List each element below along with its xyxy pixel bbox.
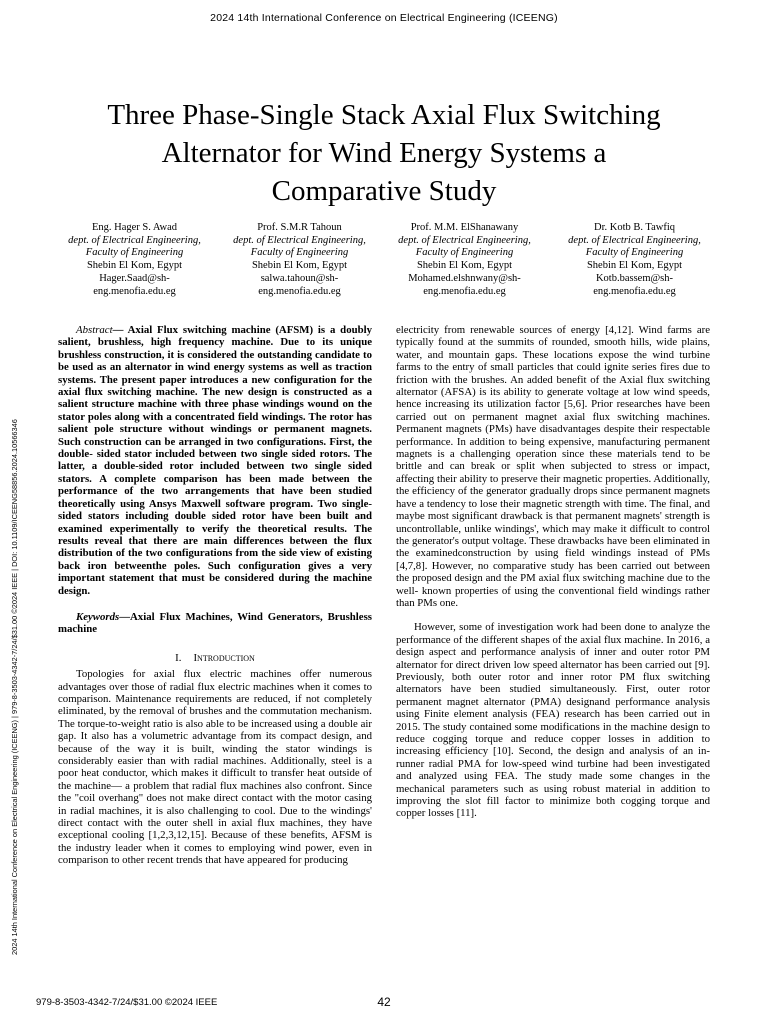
- side-doi-text: 2024 14th International Conference on Electrical Engineering (ICEENG) | 979-8-3503-4342-7/24/$31.00 ©2024 IEEE | DOI: 10.1109/ICEENG58856.2024.10566346: [10, 419, 19, 955]
- title-line-2: Alternator for Wind Energy Systems a: [161, 137, 607, 169]
- author-faculty: Faculty of Engineering: [250, 247, 349, 259]
- author-email-line-2: eng.menofia.edu.eg: [93, 285, 176, 297]
- left-column: [58, 324, 372, 867]
- author-3: [382, 222, 547, 298]
- author-email: [217, 273, 382, 298]
- author-email-line-1: Kotb.bassem@sh-: [595, 272, 674, 284]
- author-email: [52, 273, 217, 298]
- author-email-line-1: Hager.Saad@sh-: [99, 272, 170, 284]
- conference-header: 2024 14th International Conference on Electrical Engineering (ICEENG): [210, 12, 558, 24]
- author-name: Eng. Hager S. Awad: [91, 222, 178, 233]
- author-dept: dept. of Electrical Engineering,: [233, 234, 366, 246]
- author-email: [552, 273, 717, 298]
- author-1: [52, 222, 217, 298]
- author-dept: dept. of Electrical Engineering,: [68, 234, 201, 246]
- author-name: Prof. S.M.R Tahoun: [257, 222, 342, 233]
- author-email: [382, 273, 547, 298]
- author-4: [552, 222, 717, 298]
- intro-paragraph-2: electricity from renewable sources of energy [4,12]. Wind farms are typically found at the summits of rounded, smooth hills, wide plains, water, and mountain gaps. These locations expose the wind turbine farms to the entry of small particles that could ignite series fires due to friction with the brushes. An added benefit of the Axial flux switching alternator (AFSA) is its ability to generate voltage at low wind speeds, hence increasing its utilization factor [5,6]. Prior researches have been carried out on permanent magnet axial flux switching machines. Permanent magnets (PMs) have disadvantages despite their respectable performance. In addition to being expensive, manufacturing permanent magnets is a challenging operation since these materials tend to be brittle and can break or split when subjected to stress or impact, affecting their ability to preserve their magnetic properties. Additionally, the efficiency of the generator gradually drops since permanent magnets have a tendency to lose their magnetic strength with time. The final, and maybe most significant drawback is that permanent magnets' strength is uncontrollable, unlike windings', which may make it difficult to control the generator's output voltage. These drawbacks have been eliminated in the examinedconstruction by using field windings instead of PMs [4,7,8]. However, no comparative study has been carried out between the proposed design and the PM axial flux switching machine due to the well- known properties of using the conventional field windings rather than PMs one.: [396, 324, 710, 609]
- footer-copyright: 979-8-3503-4342-7/24/$31.00 ©2024 IEEE: [36, 997, 218, 1008]
- section-title: Introduction: [193, 651, 255, 664]
- title-line-1: Three Phase-Single Stack Axial Flux Switching: [107, 99, 661, 131]
- author-location: Shebin El Kom, Egypt: [416, 260, 513, 272]
- author-name: Prof. M.M. ElShanawany: [410, 222, 519, 233]
- author-email-line-2: eng.menofia.edu.eg: [593, 285, 676, 297]
- abstract: [58, 324, 372, 597]
- author-location: Shebin El Kom, Egypt: [586, 260, 683, 272]
- author-email-line-1: Mohamed.elshnwany@sh-: [408, 272, 521, 284]
- author-dept: dept. of Electrical Engineering,: [568, 234, 701, 246]
- page-number: 42: [377, 995, 391, 1009]
- abstract-label: Abstract: [76, 324, 113, 336]
- right-column: [396, 324, 710, 820]
- author-name: Dr. Kotb B. Tawfiq: [593, 222, 676, 233]
- author-faculty: Faculty of Engineering: [585, 247, 684, 259]
- keywords: [58, 611, 372, 636]
- keywords-text: —Axial Flux Machines, Wind Generators, Brushless machine: [58, 610, 372, 636]
- section-heading: [58, 652, 372, 664]
- author-faculty: Faculty of Engineering: [415, 247, 514, 259]
- author-email-line-2: eng.menofia.edu.eg: [258, 285, 341, 297]
- keywords-label: Keywords: [76, 610, 120, 623]
- section-number: I.: [175, 651, 182, 664]
- author-2: [217, 222, 382, 298]
- author-email-line-1: salwa.tahoun@sh-: [260, 272, 339, 284]
- paper-title: [70, 96, 698, 210]
- author-faculty: Faculty of Engineering: [85, 247, 184, 259]
- author-location: Shebin El Kom, Egypt: [251, 260, 348, 272]
- author-block: [52, 222, 722, 302]
- title-line-3: Comparative Study: [271, 175, 497, 207]
- author-email-line-2: eng.menofia.edu.eg: [423, 285, 506, 297]
- intro-paragraph-1: Topologies for axial flux electric machines offer numerous advantages over those of radial flux electric machines when it comes to comparison. Maintenance requirements are reduced, if not completely eliminated, by the removal of brushes and the commutation mechanism. The torque-to-weight ratio is also able to be increased using a double air gap. It also has a volumetric advantage from its compact design, and because of the way it is built, winding the stator windings is considerably easier than with radial machines. Additionally, steel is a poor heat conductor, which makes it difficult to transfer heat outside of the machine— a problem that radial flux machines also confront. Since the "coil overhang" does not make direct contact with the motor casing in radial machines, it is also challenging to cool. Due to the windings' direct contact with the outer shell in axial flux machines, they have exceptional cooling [1,2,3,12,15]. Because of these benefits, AFSM is the industry leader when it comes to employing wind power, even in comparison to other recent trends that have appeared for producing: [58, 668, 372, 867]
- abstract-text: — Axial Flux switching machine (AFSM) is a doubly salient, brushless, high frequency machine. Due to its unique brushless construction, it is considered the outstanding candidate to be used as an alternator in wind energy systems as well as traction systems. The present paper introduces a new configuration for the axial flux switching machine. The new design is constructed as a salient structure machine with three phase windings wound on the stator poles along with a concentrated field windings. The rotor has salient pole structure without windings or permanent magnets. Such construction can be arranged in two configurations. First, the double- sided stator included between two single sided rotors. The latter, a double-sided rotor included between two single sided stators. A complete comparison has been made between the performance of the two arrangements that have been studied theoretically using Ansys Maxwell software program. Two single-sided stators including double sided rotor have been built and examined experimentally to verify the theoretical results. The results reveal that there are main differences between the flux distribution of the two configurations from the side view of existing back iron betweenthe poles. Such configuration gives a very important statement that must be considered during the machine design.: [58, 324, 372, 597]
- intro-paragraph-3: However, some of investigation work had been done to analyze the performance of the different shapes of the axial flux machine. In 2016, a design aspect and performance analysis of inner and outer rotor PM alternator for direct driven low speed alternator has been carried out [9]. Previously, both outer rotor and inner rotor PM flux switching alternators have been studied simultaneously. First, outer rotor permanent magnet alternator (PMA) designand performance analysis using Finite element analysis (FEA) research has been carried out in 2015. The study contained some modifications in the machine design to reduce cogging torque and reduce copper losses in addition to increasing efficiency [10]. Second, the design and analysis of an in-runner radial PMA for low-speed wind turbine had been investigated and analyzed using FEA. The study made some changes in the mechanical parameters such as using robust material in addition to improving the slot fill factor to minimize both cogging torque and copper losses [11].: [396, 621, 710, 820]
- author-dept: dept. of Electrical Engineering,: [398, 234, 531, 246]
- author-location: Shebin El Kom, Egypt: [86, 260, 183, 272]
